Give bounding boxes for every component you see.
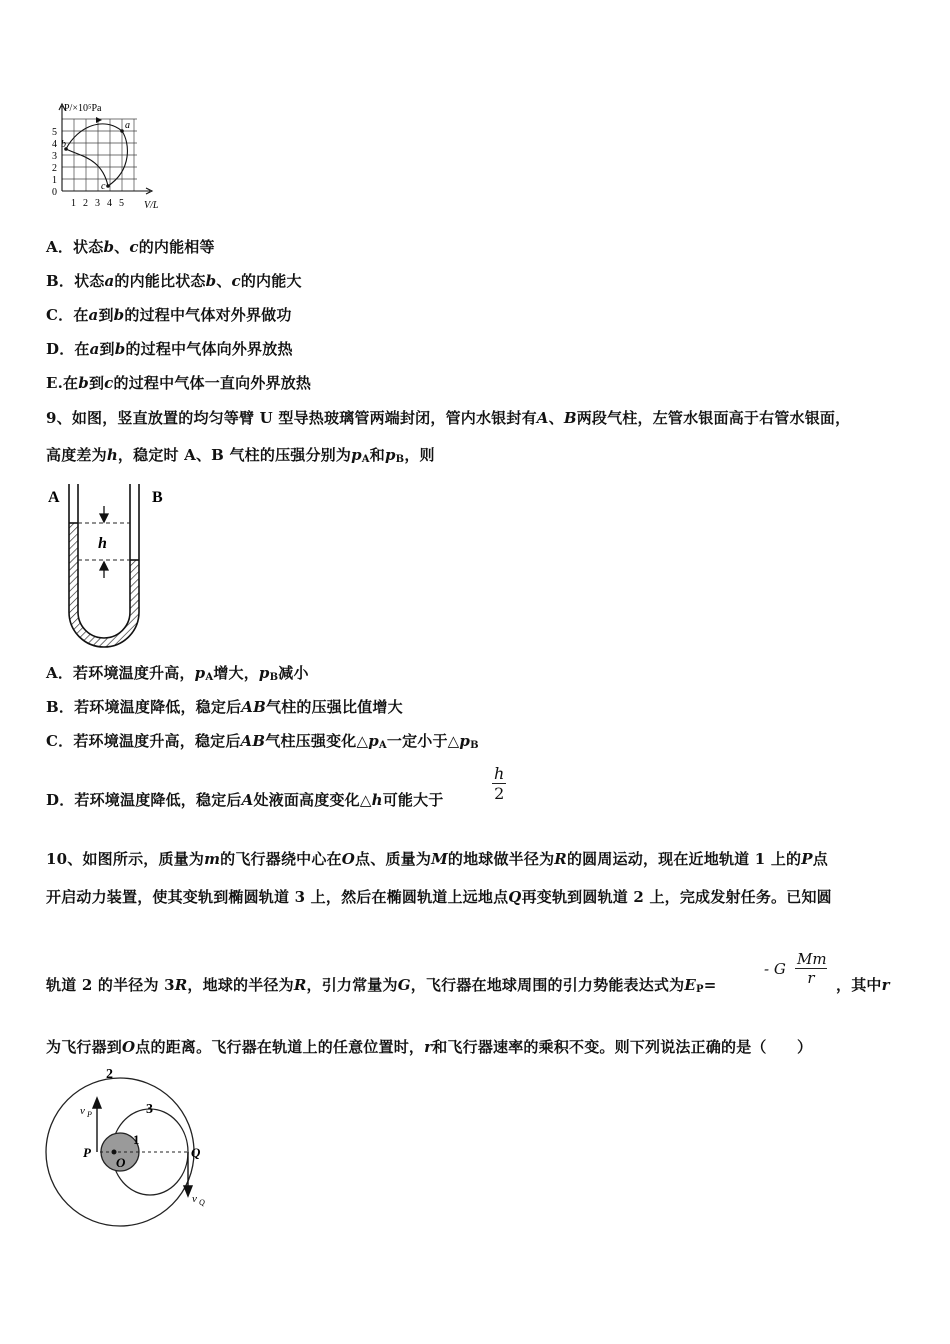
pv-x-tick: 5	[119, 198, 124, 209]
text: 到	[99, 340, 115, 358]
point-a-label: a	[125, 120, 130, 131]
var: Q	[508, 888, 522, 906]
q9-option-b	[46, 696, 403, 717]
point-p-label: P	[83, 1145, 91, 1160]
path-a-to-b	[66, 124, 122, 149]
q10-stem-line4	[46, 1036, 812, 1057]
var: m	[204, 850, 221, 868]
q8-option-d	[46, 338, 293, 359]
text: 点	[812, 850, 828, 868]
q8-option-e	[46, 372, 311, 393]
q10-stem-line1	[46, 848, 828, 869]
text: 的圆周运动，现在近地轨道 1 上的	[566, 850, 802, 868]
var: a	[104, 272, 115, 290]
var: c	[104, 374, 114, 392]
subscript: B	[269, 672, 279, 683]
text: 9、如图，竖直放置的均匀等臂 U 型导热玻璃管两端封闭，管内水银封有	[46, 409, 537, 427]
point-b-label: b	[61, 139, 66, 150]
text: 的过程中气体向外界放热	[125, 340, 293, 358]
orbit-3-label: 3	[146, 1102, 153, 1117]
var: b	[114, 340, 126, 358]
pv-x-tick: 3	[95, 198, 100, 209]
pv-x-tick: 1	[71, 198, 76, 209]
subscript: A	[378, 740, 387, 751]
text: 点的距离。飞行器在轨道上的任意位置时，	[135, 1038, 425, 1056]
text: 的过程中气体对外界做功	[124, 306, 292, 324]
q9-option-d	[46, 789, 444, 810]
text: A．状态	[46, 238, 104, 256]
var: p	[368, 732, 379, 750]
subscript: P	[695, 984, 704, 995]
var: b	[113, 306, 125, 324]
text: 增大，	[213, 664, 259, 682]
fraction-numerator: Mm	[797, 950, 827, 968]
var: b	[205, 272, 217, 290]
var: a	[89, 340, 100, 358]
text: 的内能大	[240, 272, 302, 290]
q10-stem-line2	[46, 886, 832, 907]
var: c	[231, 272, 241, 290]
subscript: A	[361, 454, 370, 465]
text: C．若环境温度升高，稳定后	[46, 732, 241, 750]
u-tube-figure	[42, 484, 182, 652]
var: AB	[241, 698, 266, 716]
q8-option-b	[46, 270, 302, 291]
var: O	[341, 850, 356, 868]
text: 到	[88, 374, 105, 392]
q9-stem-line2	[46, 444, 435, 465]
pv-x-tick: 2	[83, 198, 88, 209]
text: D．在	[46, 340, 90, 358]
var: a	[88, 306, 99, 324]
subscript: B	[470, 740, 479, 751]
text: A．若环境温度升高，	[46, 664, 195, 682]
var: A	[241, 791, 254, 809]
var: R	[174, 976, 188, 994]
q9-stem-line1	[46, 407, 850, 428]
tube-label-b: B	[152, 489, 163, 506]
point-o-label: O	[116, 1155, 126, 1170]
var: B	[563, 409, 577, 427]
text: =	[703, 976, 717, 994]
orbit-2-label: 2	[106, 1067, 113, 1082]
pv-y-tick: 3	[52, 151, 57, 162]
var: P	[801, 850, 813, 868]
text: 气柱的压强比值增大	[266, 698, 403, 716]
pv-x-tick: 4	[107, 198, 112, 209]
var: p	[459, 732, 471, 750]
q9-option-c	[46, 730, 479, 751]
var: R	[293, 976, 307, 994]
text: 再变轨到圆轨道 2 上，完成发射任务。已知圆	[521, 888, 832, 906]
var: h	[371, 791, 383, 809]
subscript: A	[205, 672, 214, 683]
var: M	[431, 850, 448, 868]
subscript: B	[395, 454, 405, 465]
pv-y-tick: 4	[52, 139, 57, 150]
text: ，地球的半径为	[187, 976, 294, 994]
text: 和飞行器速率的乘积不变。则下列说法正确的是（ ）	[432, 1038, 813, 1056]
text: 一定小于△	[386, 732, 460, 750]
text: 轨道 2 的半径为 3	[46, 976, 175, 994]
orbit-1-label: 1	[133, 1132, 140, 1147]
potential-energy-prefix: - G	[764, 960, 786, 978]
velocity-q-label: v	[192, 1193, 197, 1205]
velocity-p-arrow-icon	[93, 1098, 101, 1108]
fraction-h-over-2	[492, 764, 506, 803]
text: 可能大于	[382, 791, 444, 809]
text: 点、质量为	[355, 850, 432, 868]
var: c	[129, 238, 139, 256]
fraction-denominator: r	[807, 969, 815, 987]
var: b	[103, 238, 115, 256]
point-c-label: c	[101, 181, 106, 192]
text: 的内能比状态	[114, 272, 206, 290]
text: 开启动力装置，使其变轨到椭圆轨道 3 上，然后在椭圆轨道上远地点	[46, 888, 509, 906]
pv-y-tick: 5	[52, 127, 57, 138]
arrow-down-icon	[100, 514, 108, 522]
fraction-denominator: 2	[494, 784, 505, 803]
velocity-p-label: v	[80, 1105, 85, 1117]
text: ，其中	[836, 976, 882, 994]
text: 减小	[278, 664, 309, 682]
text: 的内能相等	[138, 238, 215, 256]
text: 处液面高度变化△	[253, 791, 372, 809]
var: b	[78, 374, 89, 392]
velocity-p-subscript: P	[87, 1110, 92, 1119]
height-label-h: h	[98, 535, 107, 552]
text: D．若环境温度降低，稳定后	[46, 791, 242, 809]
var: h	[106, 446, 118, 464]
text: 和	[369, 446, 385, 464]
q8-option-a	[46, 236, 215, 257]
pv-graph	[40, 98, 170, 213]
var: AB	[240, 732, 266, 750]
text: 高度差为	[46, 446, 107, 464]
text: 为飞行器到	[46, 1038, 123, 1056]
text: 的过程中气体一直向外界放热	[113, 374, 312, 392]
text: 的地球做半径为	[447, 850, 555, 868]
text: B．若环境温度降低，稳定后	[46, 698, 242, 716]
text: C．在	[46, 306, 89, 324]
pv-y-label: P/×10⁵Pa	[64, 103, 102, 114]
text: B．状态	[46, 272, 105, 290]
text: 的飞行器绕中心在	[220, 850, 342, 868]
fraction-mm-over-r	[795, 950, 827, 987]
q8-option-c	[46, 304, 292, 325]
pv-y-tick: 0	[52, 187, 57, 198]
text: ，引力常量为	[306, 976, 398, 994]
q9-option-a	[46, 662, 309, 683]
text: ，飞行器在地球周围的引力势能表达式为	[410, 976, 685, 994]
pv-x-label: V/L	[144, 200, 159, 211]
var: G	[397, 976, 411, 994]
arrow-icon	[96, 117, 102, 123]
var: p	[351, 446, 362, 464]
velocity-q-subscript: Q	[199, 1198, 205, 1207]
orbit-figure	[40, 1062, 220, 1230]
velocity-q-arrow-icon	[184, 1186, 192, 1196]
text: 10、如图所示，质量为	[46, 850, 205, 868]
var: r	[881, 976, 890, 994]
var: O	[122, 1038, 136, 1056]
arrow-up-icon	[100, 562, 108, 570]
text: 气柱压强变化△	[265, 732, 369, 750]
var: A	[536, 409, 549, 427]
text: 、	[114, 238, 130, 256]
text: E.在	[46, 374, 79, 392]
text: 到	[98, 306, 114, 324]
text: 、	[216, 272, 232, 290]
var: p	[384, 446, 396, 464]
var: E	[684, 976, 696, 994]
var: p	[194, 664, 206, 682]
var: p	[258, 664, 270, 682]
pv-y-tick: 1	[52, 175, 57, 186]
fraction-numerator: h	[494, 764, 505, 783]
tube-label-a: A	[48, 489, 60, 506]
path-c-to-a	[108, 131, 127, 186]
point-q-label: Q	[191, 1145, 201, 1160]
text: ，则	[404, 446, 435, 464]
text: 、	[548, 409, 564, 427]
text: 两段气柱，左管水银面高于右管水银面，	[576, 409, 851, 427]
var: R	[554, 850, 567, 868]
pv-y-tick: 2	[52, 163, 57, 174]
q10-stem-line3	[46, 974, 716, 995]
text: ，稳定时 A、B 气柱的压强分别为	[117, 446, 352, 464]
q10-stem-line3-tail	[836, 974, 890, 995]
var: r	[424, 1038, 433, 1056]
